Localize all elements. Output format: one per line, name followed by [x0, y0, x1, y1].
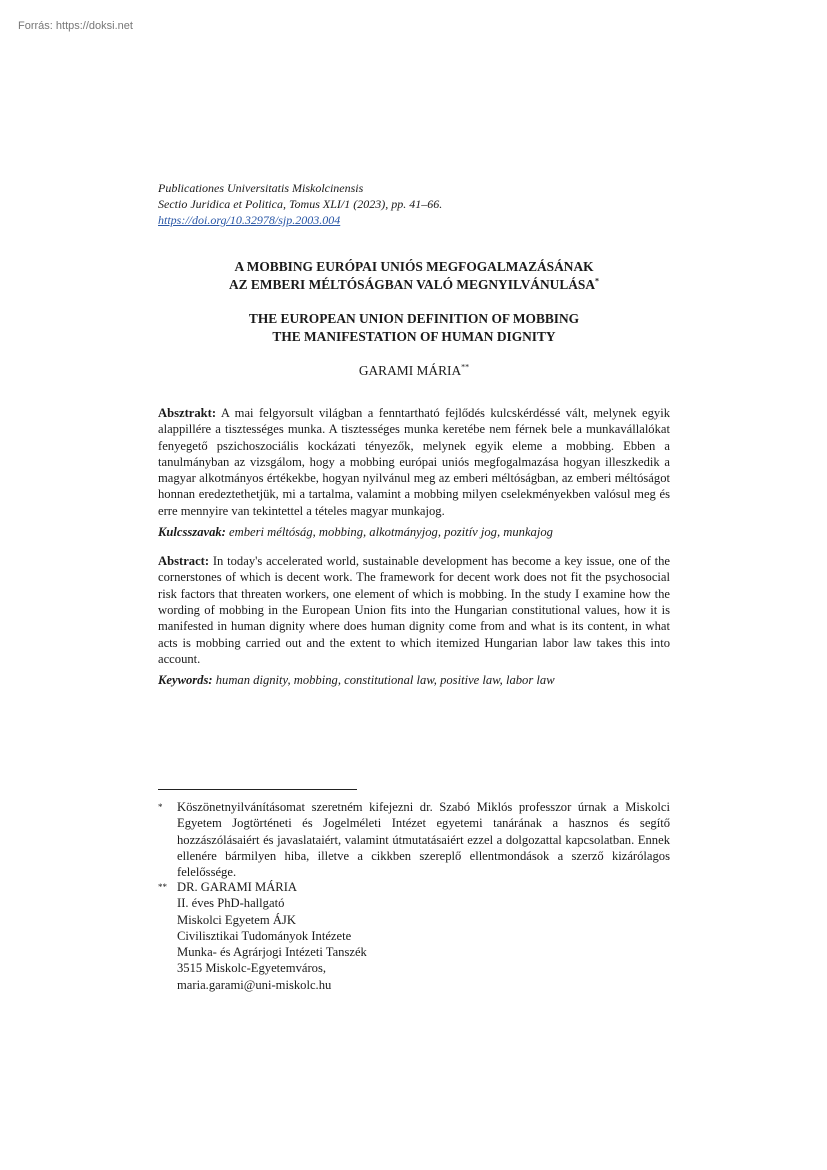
title-en-line2: THE MANIFESTATION OF HUMAN DIGNITY — [272, 329, 556, 344]
keywords-en-text: human dignity, mobbing, constitutional law, positive law, labor law — [215, 673, 555, 688]
title-hu-line2-text: AZ EMBERI MÉLTÓSÁGBAN VALÓ MEGNYILVÁNULÁSA — [228, 277, 596, 292]
footnote-1 — [158, 799, 670, 880]
footnote-2 — [158, 879, 670, 993]
footnote-1-text: Köszönetnyilvánításomat szeretném kifejezni dr. Szabó Miklós professzor úrnak a Miskolci Egyetem Jogtörténeti és Jogelméleti Intézet egyetemi tanárának a hasznos és segítő hozzászólásaiért és javaslataiért, valamint útmutatásaiért ezzel a dolgozattal kapcsolatban. Ennek ellenére bármilyen hiba, illetve a cikkben szereplő ellentmondások a szerző kizárólagos felelőssége. — [177, 800, 670, 880]
author-name: GARAMI MÁRIA — [358, 363, 462, 378]
journal-volume: Sectio Juridica et Politica, Tomus XLI/1 (2023), pp. 41–66. — [158, 197, 443, 211]
keywords-hu-label: Kulcsszavak: — [158, 525, 226, 540]
footnote-2-mark: ** — [158, 882, 167, 892]
footnote-ref-2[interactable]: ** — [461, 362, 470, 372]
keywords-hungarian — [158, 524, 670, 540]
author-email[interactable]: maria.garami@uni-miskolc.hu — [177, 977, 332, 992]
title-hu-line2 — [158, 276, 670, 294]
footnote-2-line: Munka- és Agrárjogi Intézeti Tanszék — [177, 945, 367, 960]
abstract-hu-label: Absztrakt: — [158, 406, 217, 420]
abstract-hungarian — [158, 405, 670, 519]
abstract-hu-text: A mai felgyorsult világban a fenntartható fejlődés kulcskérdéssé vált, melynek egyik alappillére a tisztességes munka. A tisztességes munka keretébe nem férnek bele a munkavállalókat fenyegető pszichoszociális kockázati tényezők, melynek egyik eleme a mobbing. Ebben a tanulmányban az vizsgálom, hogy a mobbing európai uniós megfogalmazása hogyan illeszkedik a magyar alkotmányos értékekbe, hogyan nyilvánul meg az emberi méltóságban, az emberi méltóságot honnan eredeztethetjük, mi a tartalma, valamint a mobbing milyen cselekményekben valósul meg és erre mennyire van tekintettel a tételes magyar munkajog. — [158, 406, 670, 518]
title-english — [158, 310, 670, 346]
source-watermark: Forrás: https://doksi.net — [18, 20, 133, 32]
publication-info — [158, 180, 670, 228]
abstract-en-text: In today's accelerated world, sustainable development has become a key issue, one of the cornerstones of which is decent work. The framework for decent work does not fit the psychosocial risk factors that threaten workers, one element of which is mobbing. In the study I examine how the wording of mobbing in the European Union fits into the Hungarian constitutional values, how it is manifested in human dignity where does human dignity come from and what is its content, in what acts is mobbing carried out and the extent to which itemized Hungarian labor law takes this into account. — [158, 554, 670, 666]
footnote-2-line: II. éves PhD-hallgató — [177, 896, 285, 911]
abstract-english — [158, 553, 670, 667]
journal-name: Publicationes Universitatis Miskolcinensis — [158, 181, 364, 195]
footnote-ref-1[interactable]: * — [595, 276, 600, 286]
footnote-2-line: 3515 Miskolc-Egyetemváros, — [177, 961, 326, 976]
keywords-hu-text: emberi méltóság, mobbing, alkotmányjog, pozitív jog, munkajog — [229, 525, 553, 540]
author — [158, 363, 670, 379]
doi-link[interactable]: https://doi.org/10.32978/sjp.2003.004 — [158, 213, 341, 227]
keywords-en-label: Keywords: — [158, 673, 213, 688]
abstract-en-label: Abstract: — [158, 554, 210, 569]
title-hu-line1: A MOBBING EURÓPAI UNIÓS MEGFOGALMAZÁSÁNAK — [234, 259, 594, 274]
footnote-2-line: Miskolci Egyetem ÁJK — [177, 912, 296, 927]
title-hungarian — [158, 258, 670, 294]
paper-page — [158, 180, 670, 688]
footnote-2-line: Civilisztikai Tudományok Intézete — [177, 928, 352, 943]
footnote-separator — [158, 789, 357, 790]
footnote-2-line: DR. GARAMI MÁRIA — [177, 880, 297, 894]
footnote-1-mark: * — [158, 802, 163, 812]
footnote-2-body — [177, 879, 670, 993]
keywords-english — [158, 672, 670, 688]
title-en-line1: THE EUROPEAN UNION DEFINITION OF MOBBING — [248, 311, 580, 326]
